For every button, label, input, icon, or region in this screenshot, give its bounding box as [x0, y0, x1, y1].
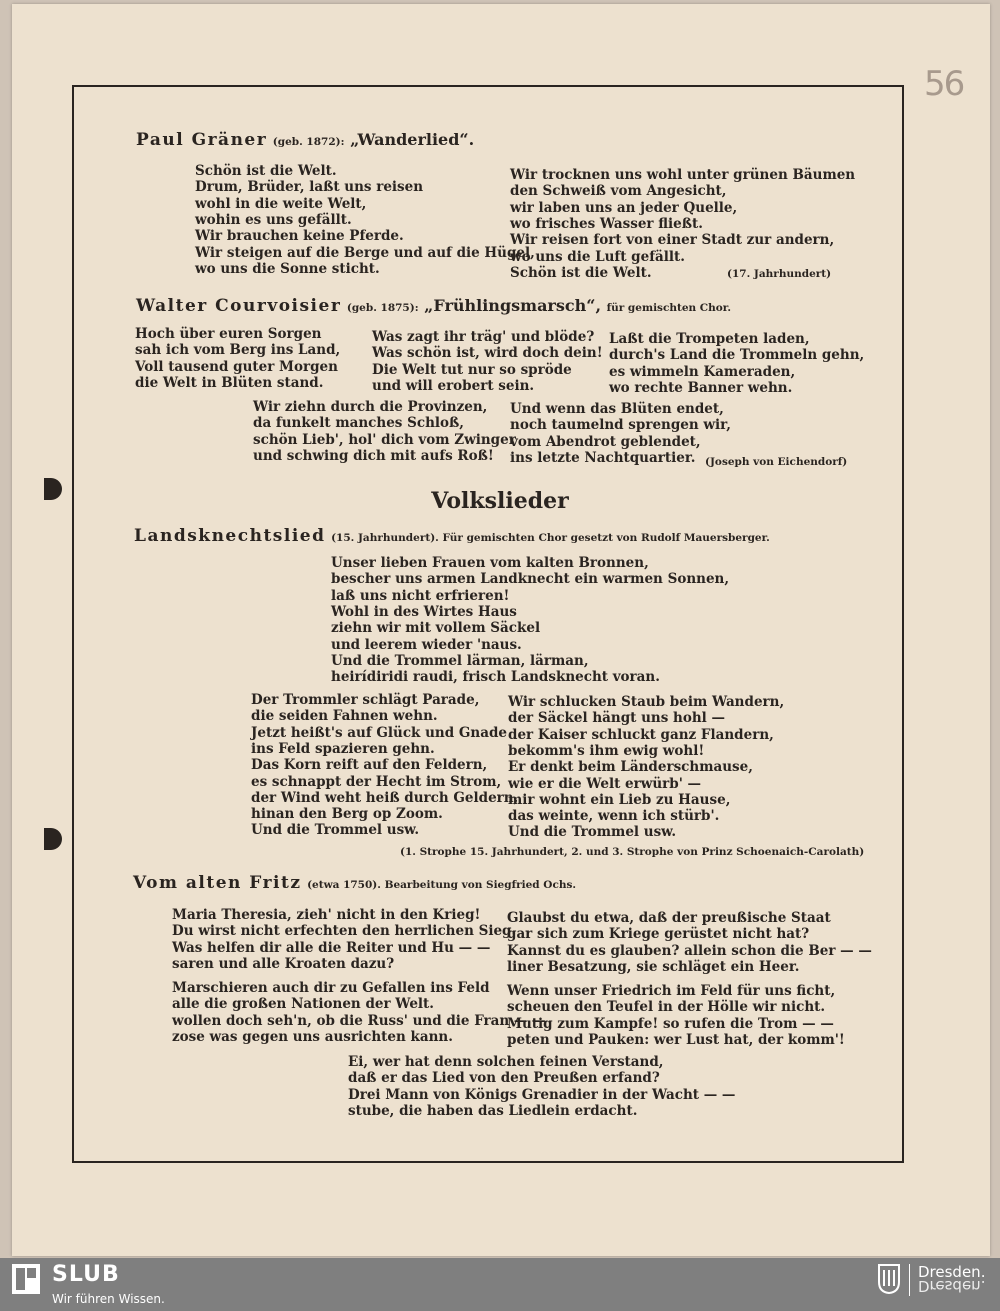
verse-line: Was schön ist, wird doch dein!	[372, 345, 603, 362]
verse-line: die Welt in Blüten stand.	[135, 374, 324, 391]
verse-line: Schön ist die Welt.	[195, 163, 337, 179]
verse-line: Wir brauchen keine Pferde.	[195, 228, 404, 245]
verse-line: Die Welt tut nur so spröde	[372, 361, 572, 378]
verse-line: Marschieren auch dir zu Gefallen ins Feld	[172, 980, 490, 996]
verse-line: Wir ziehn durch die Provinzen,	[253, 399, 488, 415]
dresden-text-mirror: Dresden.	[918, 1277, 986, 1295]
composer-name: Walter Courvoisier	[136, 296, 342, 316]
verse-line: Maria Theresia, zieh' nicht in den Krieg!	[172, 907, 481, 923]
verse-line: und schwing dich mit aufs Roß!	[253, 447, 494, 464]
song-title: „Frühlingsmarsch“,	[424, 296, 602, 315]
verse-line: noch taumelnd sprengen wir,	[510, 417, 731, 434]
verse-line: daß er das Lied von den Preußen erfand?	[348, 1070, 660, 1087]
verse-line: Hoch über euren Sorgen	[135, 326, 322, 342]
verse-line: Drum, Brüder, laßt uns reisen	[195, 179, 424, 196]
fritz-heading	[133, 873, 576, 893]
verse-line: und will erobert sein.	[372, 377, 535, 394]
verse-line: Schön ist die Welt.	[510, 264, 652, 281]
verse-line: Der Trommler schlägt Parade,	[251, 692, 480, 708]
verse-line: Kannst du es glauben? allein schon die Ber — —	[507, 942, 872, 959]
verse-line: wo frisches Wasser fließt.	[510, 215, 703, 232]
verse-line: Er denkt beim Länderschmause,	[508, 759, 753, 776]
verse-line: Laßt die Trompeten laden,	[609, 331, 810, 347]
verse-line: der Säckel hängt uns hohl —	[508, 710, 725, 727]
slub-logo-icon	[12, 1264, 40, 1294]
graener-credit: (17. Jahrhundert)	[727, 268, 832, 280]
verse-line: Jetzt heißt's auf Glück und Gnade	[251, 724, 507, 741]
verse-line: Was helfen dir alle die Reiter und Hu — —	[172, 939, 491, 956]
verse-line: es wimmeln Kameraden,	[609, 363, 796, 380]
song-note: (15. Jahrhundert). Für gemischten Chor gesetzt von Rudolf Mauersberger.	[331, 532, 770, 544]
verse-line: ziehn wir mit vollem Säckel	[331, 620, 541, 637]
verse-line: bekomm's ihm ewig wohl!	[508, 742, 705, 759]
composer-dates: (geb. 1872):	[272, 136, 345, 148]
verse-line: schön Lieb', hol' dich vom Zwinger	[253, 431, 516, 448]
verse-line: Wir steigen auf die Berge und auf die Hügel,	[195, 244, 535, 261]
courvoisier-heading	[136, 296, 731, 316]
verse-line: den Schweiß vom Angesicht,	[510, 183, 727, 200]
song-title: Vom alten Fritz	[133, 873, 302, 893]
verse-line: Unser lieben Frauen vom kalten Bronnen,	[331, 555, 649, 571]
verse-line: da funkelt manches Schloß,	[253, 415, 464, 432]
verse-line: Und die Trommel usw.	[508, 824, 677, 841]
verse-line: wo uns die Luft gefällt.	[510, 248, 685, 265]
section-heading: Volkslieder	[431, 488, 569, 514]
verse-line: Und die Trommel lärman, lärman,	[331, 652, 589, 669]
verse-line: mir wohnt ein Lieb zu Hause,	[508, 791, 731, 808]
verse-line: laß uns nicht erfrieren!	[331, 587, 510, 604]
verse-line: ins Feld spazieren gehn.	[251, 740, 435, 757]
verse-line: die seiden Fahnen wehn.	[251, 708, 438, 725]
verse-line: Mutig zum Kampfe! so rufen die Trom — —	[507, 1015, 834, 1032]
verse-line: wo rechte Banner wehn.	[609, 379, 793, 396]
verse-line: Drei Mann von Königs Grenadier in der Wacht — —	[348, 1086, 736, 1103]
verse-line: peten und Pauken: wer Lust hat, der komm'!	[507, 1031, 845, 1048]
verse-line: der Kaiser schluckt ganz Flandern,	[508, 726, 774, 743]
verse-line: zose was gegen uns ausrichten kann.	[172, 1028, 453, 1045]
page-number: 56	[924, 64, 964, 104]
verse-line: Wir reisen fort von einer Stadt zur andern,	[510, 232, 835, 249]
verse-line: es schnappt der Hecht im Strom,	[251, 773, 502, 790]
verse-line: wo uns die Sonne sticht.	[195, 260, 380, 277]
verse-line: sah ich vom Berg ins Land,	[135, 342, 341, 359]
verse-line: wie er die Welt erwürb' —	[508, 775, 702, 792]
verse-line: wohin es uns gefällt.	[195, 211, 352, 228]
verse-line: der Wind weht heiß durch Geldern,	[251, 789, 519, 806]
composer-name: Paul Gräner	[136, 130, 268, 150]
verse-line: Wir trocknen uns wohl unter grünen Bäumen	[510, 167, 856, 183]
song-note: für gemischten Chor.	[606, 302, 732, 314]
verse-line: vom Abendrot geblendet,	[510, 433, 701, 450]
verse-line: Voll tausend guter Morgen	[135, 358, 338, 375]
graener-heading	[136, 130, 474, 150]
verse-line: Du wirst nicht erfechten den herrlichen Sieg.	[172, 923, 517, 940]
verse-line: liner Besatzung, sie schläget ein Heer.	[507, 958, 800, 975]
verse-line: Das Korn reift auf den Feldern,	[251, 757, 488, 774]
song-title: „Wanderlied“.	[350, 130, 475, 149]
verse-line: Glaubst du etwa, daß der preußische Staat	[507, 910, 831, 926]
verse-line: hinan den Berg op Zoom.	[251, 806, 443, 823]
verse-line: wir laben uns an jeder Quelle,	[510, 199, 738, 216]
verse-line: Und wenn das Blüten endet,	[510, 401, 724, 417]
verse-line: ins letzte Nachtquartier.	[510, 449, 696, 466]
courvoisier-credit: (Joseph von Eichendorf)	[705, 456, 848, 468]
verse-line: alle die großen Nationen der Welt.	[172, 996, 434, 1013]
dresden-text: Dresden.	[918, 1263, 986, 1281]
verse-line: wollen doch seh'n, ob die Russ' und die Fran — —	[172, 1012, 546, 1029]
verse-line: Und die Trommel usw.	[251, 822, 420, 839]
verse-line: gar sich zum Kriege gerüstet nicht hat?	[507, 926, 810, 943]
verse-line: scheuen den Teufel in der Hölle wir nicht.	[507, 999, 826, 1016]
slub-tagline: Wir führen Wissen.	[52, 1292, 165, 1306]
composer-dates: (geb. 1875):	[346, 302, 419, 314]
verse-line: und leerem wieder 'naus.	[331, 636, 522, 653]
verse-line: das weinte, wenn ich stürb'.	[508, 808, 720, 825]
landsknecht-credit: (1. Strophe 15. Jahrhundert, 2. und 3. Strophe von Prinz Schoenaich-Carolath)	[400, 846, 865, 858]
song-title: Landsknechtslied	[134, 526, 326, 546]
footer-divider	[909, 1264, 910, 1296]
verse-line: Ei, wer hat denn solchen feinen Verstand,	[348, 1054, 664, 1070]
verse-line: Wohl in des Wirtes Haus	[331, 603, 517, 620]
verse-line: durch's Land die Trommeln gehn,	[609, 347, 865, 364]
verse-line: Wir schlucken Staub beim Wandern,	[508, 694, 785, 710]
verse-line: wohl in die weite Welt,	[195, 195, 367, 212]
verse-line: heirídiridi raudi, frisch Landsknecht voran.	[331, 669, 660, 686]
verse-line: saren und alle Kroaten dazu?	[172, 955, 395, 972]
landsknecht-heading	[134, 526, 770, 546]
dresden-crest-icon	[878, 1264, 900, 1294]
dresden-wordmark[interactable]	[918, 1263, 986, 1295]
song-note: (etwa 1750). Bearbeitung von Siegfried Ochs.	[307, 879, 577, 891]
slub-brand[interactable]: SLUB	[52, 1262, 120, 1287]
verse-line: stube, die haben das Liedlein erdacht.	[348, 1102, 638, 1119]
verse-line: Wenn unser Friedrich im Feld für uns ficht,	[507, 983, 836, 999]
verse-line: bescher uns armen Landknecht ein warmen Sonnen,	[331, 571, 730, 588]
verse-line: Was zagt ihr träg' und blöde?	[372, 329, 595, 345]
